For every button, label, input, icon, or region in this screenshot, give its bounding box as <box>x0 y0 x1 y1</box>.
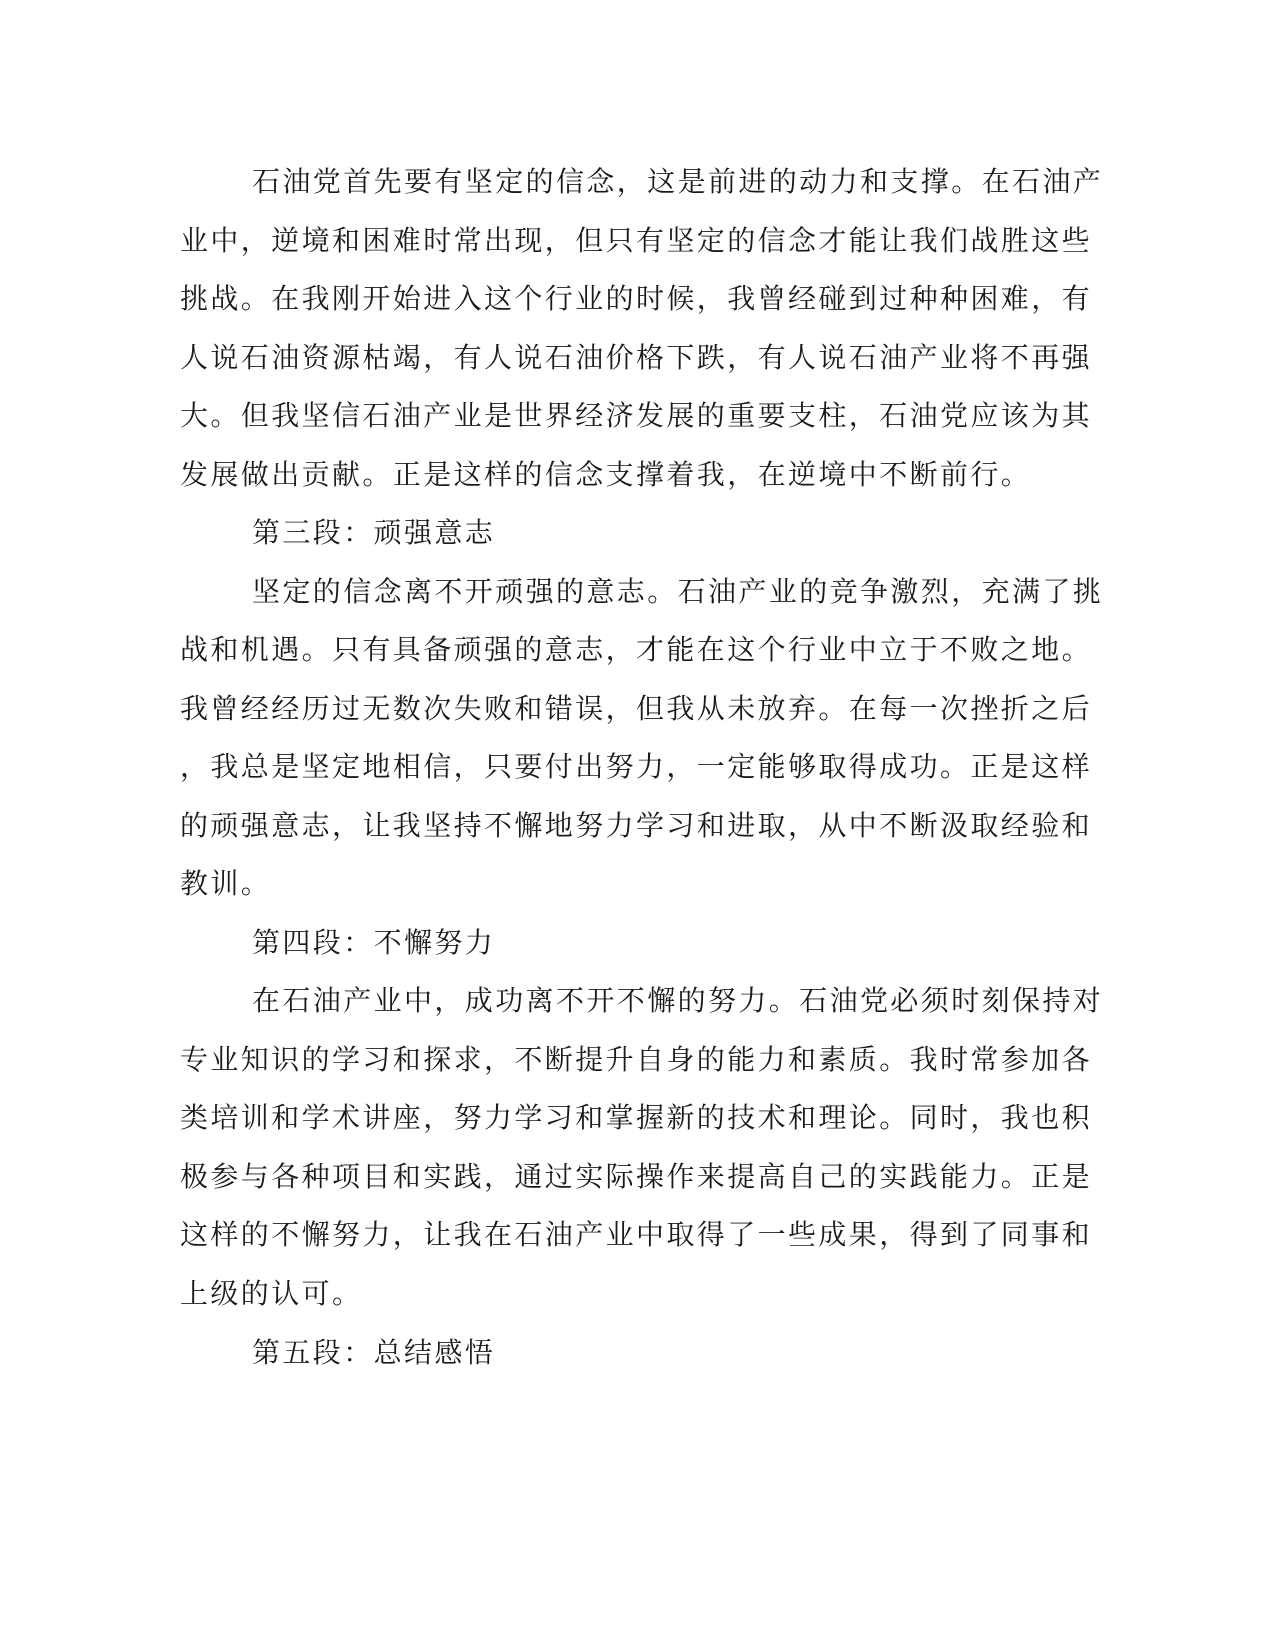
paragraph-line: ，我总是坚定地相信，只要付出努力，一定能够取得成功。正是这样 <box>180 750 1093 783</box>
section-heading: 第四段：不懈努力 <box>252 926 496 959</box>
paragraph-line: 人说石油资源枯竭，有人说石油价格下跌，有人说石油产业将不再强 <box>180 341 1093 374</box>
paragraph-line: 教训。 <box>180 867 272 900</box>
paragraph-line: 战和机遇。只有具备顽强的意志，才能在这个行业中立于不败之地。 <box>180 633 1093 666</box>
paragraph-line: 挑战。在我刚开始进入这个行业的时候，我曾经碰到过种种困难，有 <box>180 282 1093 315</box>
paragraph-line: 上级的认可。 <box>180 1277 363 1310</box>
paragraph-line: 在石油产业中，成功离不开不懈的努力。石油党必须时刻保持对 <box>252 984 1104 1017</box>
section-heading: 第五段：总结感悟 <box>252 1336 496 1369</box>
paragraph-line: 这样的不懈努力，让我在石油产业中取得了一些成果，得到了同事和 <box>180 1218 1093 1251</box>
paragraph-line: 发展做出贡献。正是这样的信念支撑着我，在逆境中不断前行。 <box>180 458 1032 491</box>
paragraph-line: 坚定的信念离不开顽强的意志。石油产业的竞争激烈，充满了挑 <box>252 575 1104 608</box>
paragraph-line: 类培训和学术讲座，努力学习和掌握新的技术和理论。同时，我也积 <box>180 1101 1093 1134</box>
paragraph-line: 的顽强意志，让我坚持不懈地努力学习和进取，从中不断汲取经验和 <box>180 809 1093 842</box>
paragraph-line: 极参与各种项目和实践，通过实际操作来提高自己的实践能力。正是 <box>180 1160 1093 1193</box>
paragraph-line: 大。但我坚信石油产业是世界经济发展的重要支柱，石油党应该为其 <box>180 399 1093 432</box>
paragraph-line: 业中，逆境和困难时常出现，但只有坚定的信念才能让我们战胜这些 <box>180 224 1093 257</box>
paragraph-line: 我曾经经历过无数次失败和错误，但我从未放弃。在每一次挫折之后 <box>180 692 1093 725</box>
paragraph-line: 石油党首先要有坚定的信念，这是前进的动力和支撑。在石油产 <box>252 165 1104 198</box>
paragraph-line: 专业知识的学习和探求，不断提升自身的能力和素质。我时常参加各 <box>180 1043 1093 1076</box>
section-heading: 第三段：顽强意志 <box>252 516 496 549</box>
